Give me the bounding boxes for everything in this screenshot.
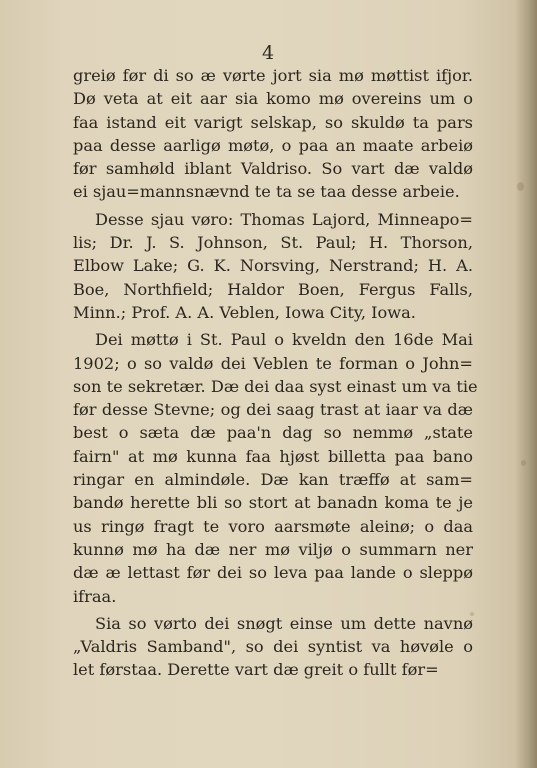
text-line: Elbow Lake; G. K. Norsving, Nerstrand; H. A. — [73, 256, 473, 276]
text-line: bandø herette bli so stort at banadn koma te je — [73, 493, 473, 513]
text-line: før desse Stevne; og dei saag trast at iaar va dæ — [73, 400, 473, 420]
text-line: let førstaa. Derette vart dæ greit o fullt før= — [73, 660, 439, 680]
paragraph — [73, 64, 473, 204]
text-line: dæ æ lettast før dei so leva paa lande o sleppø — [73, 563, 473, 583]
text-line: kunnø mø ha dæ ner mø viljø o summarn ner — [73, 539, 473, 559]
text-line: Minn.; Prof. A. A. Veblen, Iowa City, Iowa. — [73, 302, 416, 322]
paragraph — [73, 612, 473, 682]
text-line: faa istand eit varigt selskap, so skuldø ta pars — [73, 112, 473, 132]
page-number: 4 — [261, 42, 276, 64]
text-line: Boe, Northfield; Haldor Boen, Fergus Falls, — [73, 279, 473, 299]
text-line: fairn" at mø kunna faa hjøst billetta paa bano — [73, 446, 473, 466]
page-body-text — [73, 64, 478, 682]
text-line: Desse sjau vøro: Thomas Lajord, Minneapo= — [95, 209, 473, 229]
paper-stain — [521, 460, 526, 466]
paragraph — [73, 208, 473, 324]
text-line: us ringø fragt te voro aarsmøte aleinø; o daa — [73, 516, 473, 536]
text-line: før samhøld iblant Valdriso. So vart dæ valdø — [73, 159, 473, 179]
text-line: Sia so vørto dei snøgt einse um dette navnø — [95, 613, 473, 633]
text-line: 1902; o so valdø dei Veblen te forman o John= — [73, 353, 473, 373]
text-line: best o sæta dæ paa'n dag so nemmø „state — [73, 423, 473, 443]
text-line: paa desse aarligø møtø, o paa an maate arbeiø — [73, 135, 473, 155]
paragraph — [73, 328, 478, 608]
text-line: ringar en almindøle. Dæ kan træffø at sam= — [73, 470, 473, 490]
text-line: Dø veta at eit aar sia komo mø overeins um o — [73, 89, 473, 109]
text-line: ifraa. — [73, 586, 117, 606]
text-line: „Valdris Samband", so dei syntist va høvøle o — [73, 637, 473, 657]
text-line: lis; Dr. J. S. Johnson, St. Paul; H. Thorson, — [73, 233, 473, 253]
text-line: ei sjau=mannsnævnd te ta se taa desse arbeie. — [73, 182, 460, 202]
paper-stain — [517, 182, 524, 191]
text-line: greiø før di so æ vørte jort sia mø møttist ifjor. — [73, 66, 473, 85]
text-line: son te sekretær. Dæ dei daa syst einast um va tie — [73, 376, 478, 396]
page-edge-shadow — [515, 0, 537, 768]
text-line: Dei møttø i St. Paul o kveldn den 16de Mai — [95, 330, 473, 350]
